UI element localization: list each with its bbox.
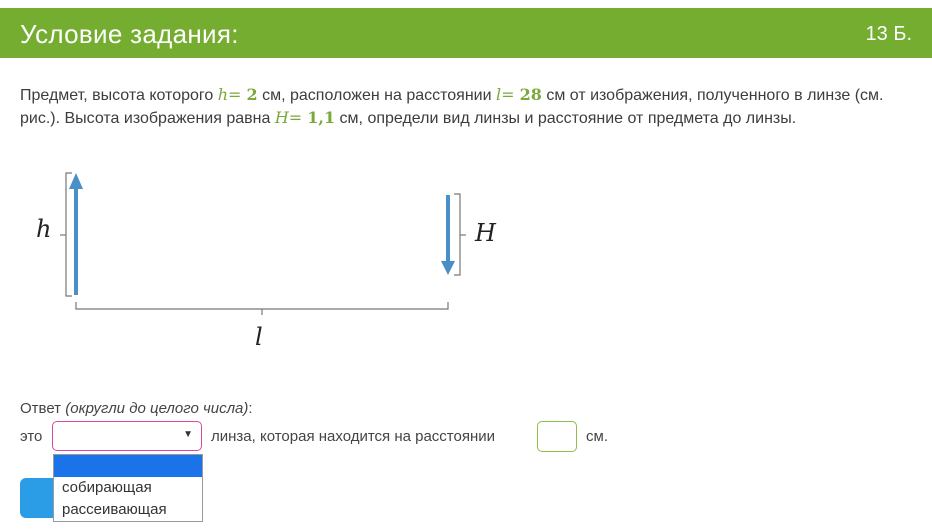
math-l: l= 28 [495, 85, 542, 104]
answer-label: Ответ (округли до целого числа): [20, 400, 253, 417]
task-title: Условие задания: [20, 19, 239, 49]
answer-text-lens: линза, которая находится на расстоянии [211, 428, 496, 445]
label-H: H [475, 219, 496, 247]
answer-word-this: это [20, 428, 43, 445]
task-header [0, 8, 932, 58]
task-text-4: см, определи вид линзы и расстояние от предмета до линзы. [335, 110, 797, 127]
option-converging[interactable]: собирающая [62, 479, 152, 496]
h-bracket [60, 173, 72, 296]
task-statement [20, 84, 910, 130]
distance-input[interactable] [537, 421, 577, 452]
task-text-2: см, расположен на расстоянии [257, 87, 496, 104]
label-h: h [36, 215, 52, 243]
option-empty[interactable] [54, 455, 202, 477]
math-h: h= 2 [217, 85, 258, 104]
label-l: l [255, 323, 263, 351]
task-text-3: см от изображения, полученного в линзе (см. рис.). Высота изображения равна [20, 87, 884, 127]
task-points: 13 Б. [865, 23, 912, 45]
task-text-1: Предмет, высота которого [20, 87, 218, 104]
answer-hint: (округли до целого числа) [65, 400, 249, 417]
dropdown-arrow-icon: ▼ [183, 429, 193, 440]
figure-drawing [28, 165, 508, 365]
object-arrow [69, 173, 83, 295]
lens-figure [28, 165, 508, 365]
image-arrow [441, 195, 455, 275]
l-bracket [76, 302, 448, 315]
lens-type-options [53, 454, 203, 522]
lens-type-select[interactable] [52, 421, 202, 451]
math-H: H= 1,1 [274, 108, 336, 127]
option-diverging[interactable]: рассеивающая [62, 501, 167, 518]
H-bracket [454, 194, 466, 275]
answer-unit: см. [586, 428, 608, 445]
